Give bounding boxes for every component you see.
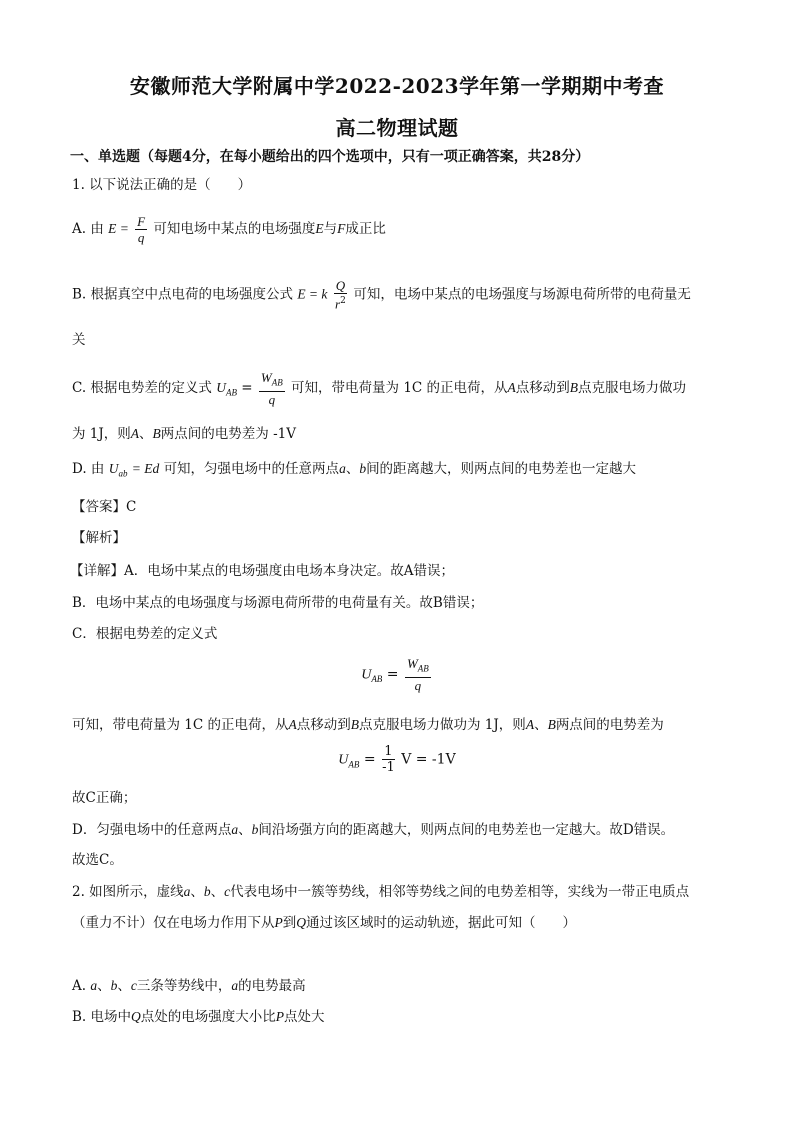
q2-stem: 2. 如图所示，虚线a、b、c代表电场中一簇等势线，相邻等势线之间的电势差相等，实线为一带正电质点 bbox=[72, 884, 690, 900]
equation-2: $U_{AB}$ = $\frac{1}{-1}$ V = -1V bbox=[338, 744, 456, 775]
section-heading: 一、单选题（每题4分，在每小题给出的四个选项中，只有一项正确答案，共28分） bbox=[70, 149, 590, 165]
detail-c-intro: C．根据电势差的定义式 bbox=[72, 626, 218, 642]
fraction: $\frac{Q}{r^2}$ bbox=[335, 278, 346, 312]
detail-d: D．匀强电场中的任意两点a、b间沿场强方向的距离越大，则两点间的电势差也一定越大。故D错误。 bbox=[72, 822, 675, 838]
q1-option-d: D. 由 $U_{ab} = Ed$ 可知，匀强电场中的任意两点a、b间的距离越大，则两点间的电势差也一定越大 bbox=[72, 461, 637, 479]
conclusion: 故选C。 bbox=[72, 852, 123, 868]
q2-stem-line2: （重力不计）仅在电场力作用下从P到Q通过该区域时的运动轨迹，据此可知（ ） bbox=[72, 915, 576, 931]
q1-option-b: B. 根据真空中点电荷的电场强度公式 E = k $\frac{Q}{r^2}$ 可知，电场中某点的电场强度与场源电荷所带的电荷量无 bbox=[72, 278, 691, 312]
q1-option-c-line2: 为 1J，则A、B两点间的电势差为 -1V bbox=[72, 426, 296, 442]
detail-c-end: 故C正确； bbox=[72, 790, 137, 806]
analysis-label: 【解析】 bbox=[72, 530, 126, 546]
equation-1: $U_{AB}$ = $\frac{W_{AB}}{q}$ bbox=[361, 656, 429, 693]
detail-a: 【详解】A．电场中某点的电场强度由电场本身决定。故A错误； bbox=[70, 563, 454, 579]
exam-title: 安徽师范大学附属中学2022-2023学年第一学期期中考查 bbox=[129, 74, 665, 98]
q1-option-a: A. 由 E = $\frac{F}{q}$ 可知电场中某点的电场强度E与F成正比 bbox=[72, 214, 386, 245]
fraction: $\frac{F}{q}$ bbox=[137, 214, 146, 245]
q2-option-b: B. 电场中Q点处的电场强度大小比P点处大 bbox=[72, 1009, 325, 1025]
exam-subtitle: 高二物理试题 bbox=[335, 116, 459, 140]
fraction: $\frac{W_{AB}}{q}$ bbox=[260, 370, 283, 407]
detail-b: B．电场中某点的电场强度与场源电荷所带的电荷量有关。故B错误； bbox=[72, 595, 484, 611]
q1-stem: 1. 以下说法正确的是（ ） bbox=[72, 177, 252, 193]
answer-line: 【答案】C bbox=[72, 499, 137, 515]
q2-option-a: A. a、b、c三条等势线中，a的电势最高 bbox=[72, 978, 306, 994]
q1-option-c: C. 根据电势差的定义式 $U_{AB}$ = $\frac{W_{AB}}{q}$ 可知，带电荷量为 1C 的正电荷，从A点移动到B点克服电场力做功 bbox=[72, 370, 687, 407]
detail-c-text: 可知，带电荷量为 1C 的正电荷，从A点移动到B点克服电场力做功为 1J，则A、B两点间的电势差为 bbox=[72, 717, 664, 733]
q1-option-b-line2: 关 bbox=[72, 332, 86, 348]
